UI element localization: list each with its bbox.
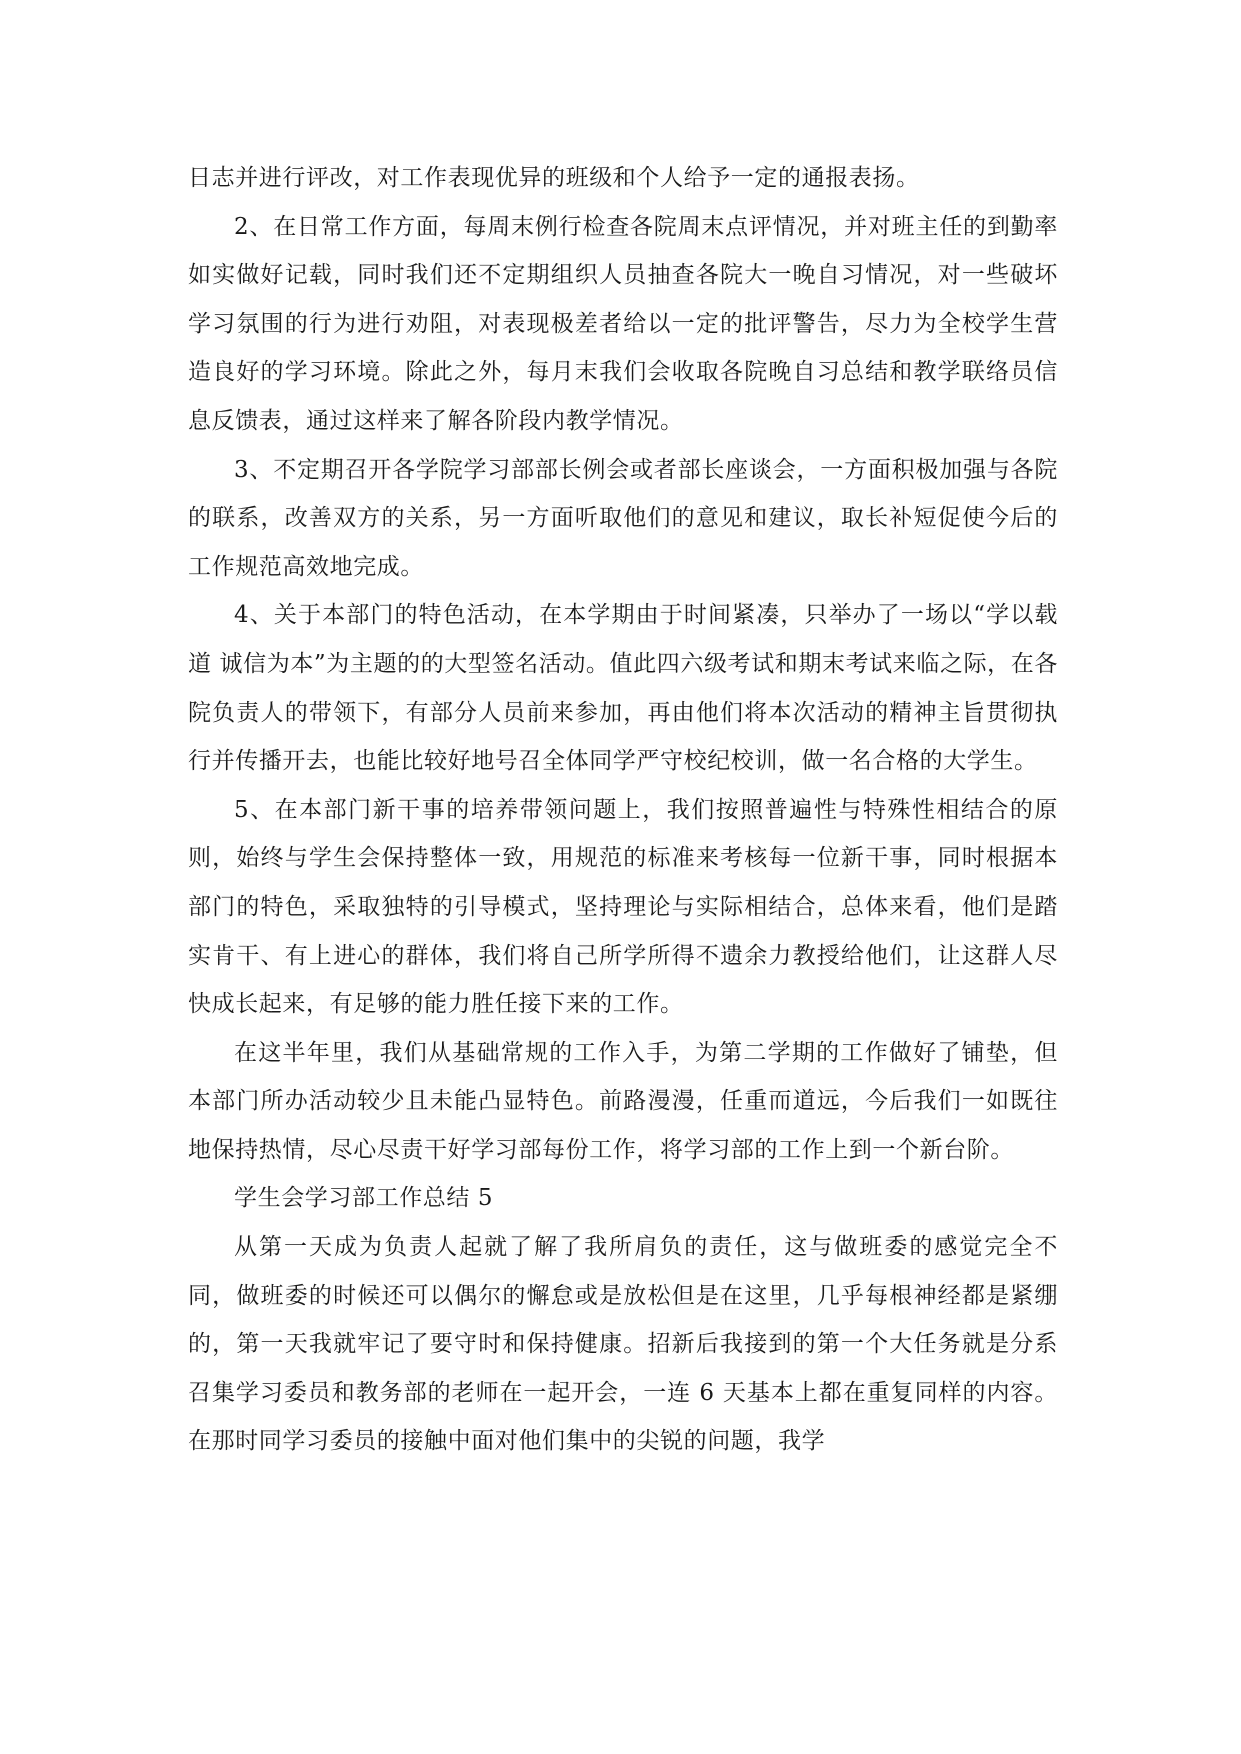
section-title: 学生会学习部工作总结 5 bbox=[234, 1185, 494, 1212]
paragraph-item-2: 2、在日常工作方面，每周末例行检查各院周末点评情况，并对班主任的到勤率如实做好记载，同时我们还不定期组织人员抽查各院大一晚自习情况，对一些破坏学习氛围的行为进行劝阻，对表现极差者给以一定的批评警告，尽力为全校学生营造良好的学习环境。除此之外，每月末我们会收取各院晚自习总结和教学联络员信息反馈表，通过这样来了解各阶段内教学情况。 bbox=[188, 213, 1058, 434]
paragraph-item-5: 5、在本部门新干事的培养带领问题上，我们按照普遍性与特殊性相结合的原则，始终与学生会保持整体一致，用规范的标准来考核每一位新干事，同时根据本部门的特色，采取独特的引导模式，坚持理论与实际相结合，总体来看，他们是踏实肯干、有上进心的群体，我们将自己所学所得不遗余力教授给他们，让这群人尽快成长起来，有足够的能力胜任接下来的工作。 bbox=[188, 796, 1058, 1018]
paragraph-section-5-intro: 从第一天成为负责人起就了解了我所肩负的责任，这与做班委的感觉完全不同，做班委的时候还可以偶尔的懈怠或是放松但是在这里，几乎每根神经都是紧绷的，第一天我就牢记了要守时和保持健康。招新后我接到的第一个大任务就是分系召集学习委员和教务部的老师在一起开会，一连 6 天基本上都在重复同样的内容。在那时同学习委员的接触中面对他们集中的尖锐的问题，我学 bbox=[188, 1234, 1058, 1455]
document-body bbox=[188, 154, 1058, 1466]
paragraph-continuation: 日志并进行评改，对工作表现优异的班级和个人给予一定的通报表扬。 bbox=[188, 165, 920, 191]
paragraph-summary: 在这半年里，我们从基础常规的工作入手，为第二学期的工作做好了铺垫，但本部门所办活动较少且未能凸显特色。前路漫漫，任重而道远，今后我们一如既往地保持热情，尽心尽责干好学习部每份工作，将学习部的工作上到一个新台阶。 bbox=[188, 1039, 1058, 1163]
paragraph-item-4: 4、关于本部门的特色活动，在本学期由于时间紧凑，只举办了一场以“学以载道 诚信为本”为主题的的大型签名活动。值此四六级考试和期末考试来临之际，在各院负责人的带领下，有部分人员前来参加，再由他们将本次活动的精神主旨贯彻执行并传播开去，也能比较好地号召全体同学严守校纪校训，做一名合格的大学生。 bbox=[188, 602, 1058, 775]
paragraph-item-3: 3、不定期召开各学院学习部部长例会或者部长座谈会，一方面积极加强与各院的联系，改善双方的关系，另一方面听取他们的意见和建议，取长补短促使今后的工作规范高效地完成。 bbox=[188, 456, 1058, 580]
